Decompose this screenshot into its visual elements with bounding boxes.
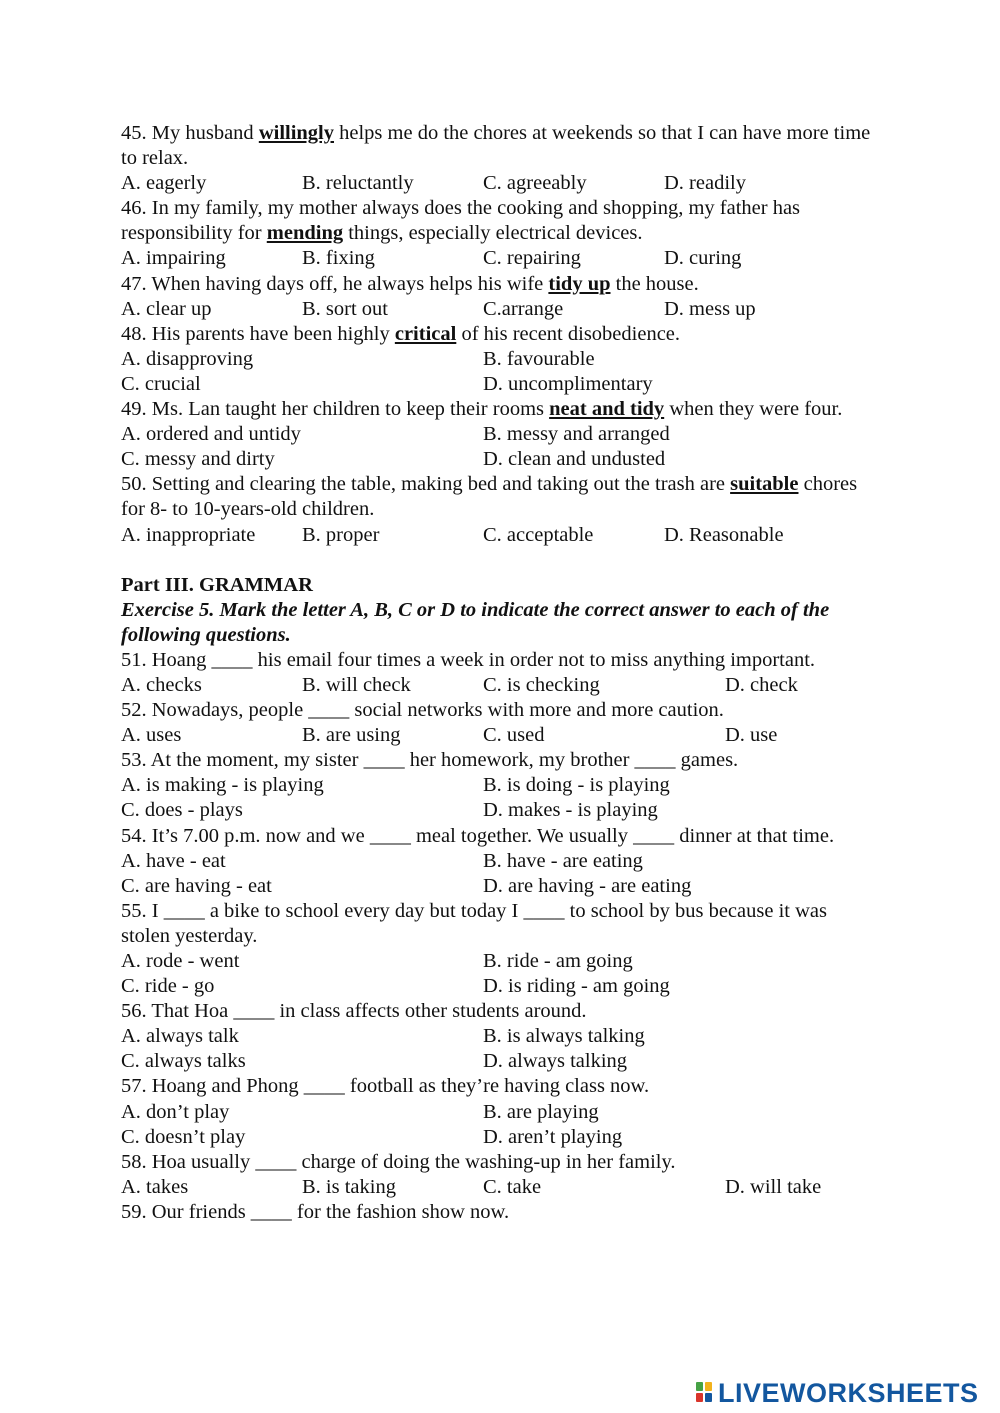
option-d[interactable]: D. readily (664, 172, 746, 195)
option-c[interactable]: C. doesn’t play (121, 1125, 246, 1148)
option-a[interactable]: A. inappropriate (121, 523, 256, 546)
options-row (121, 347, 881, 372)
part-title: Part III. GRAMMAR (121, 573, 313, 596)
question-46: 46. In my family, my mother always does the cooking and shopping, my father has responsibility for mending things, especially electrical devices. (121, 197, 801, 245)
option-c[interactable]: C. is checking (483, 673, 600, 696)
option-b[interactable]: B. is taking (302, 1175, 396, 1198)
options-row (121, 297, 881, 322)
worksheet-page (121, 121, 881, 1225)
liveworksheets-logo (696, 1378, 979, 1408)
options-row (121, 447, 881, 472)
option-d[interactable]: D. always talking (483, 1050, 628, 1073)
logo-mark-icon (696, 1382, 714, 1404)
option-a[interactable]: A. rode - went (121, 950, 240, 972)
option-a[interactable]: A. checks (121, 673, 202, 696)
options-row (121, 171, 881, 196)
question-54: 54. It’s 7.00 p.m. now and we ____ meal together. We usually ____ dinner at that time. (121, 824, 835, 847)
option-c[interactable]: C. repairing (483, 247, 581, 270)
question-47: 47. When having days off, he always helps his wife tidy up the house. (121, 272, 699, 295)
option-a[interactable]: A. takes (121, 1175, 189, 1198)
option-b[interactable]: B. favourable (483, 347, 595, 370)
question-48: 48. His parents have been highly critical of his recent disobedience. (121, 322, 681, 345)
option-c[interactable]: C. used (483, 724, 545, 747)
option-b[interactable]: B. messy and arranged (483, 423, 670, 446)
question-56: 56. That Hoa ____ in class affects other students around. (121, 1000, 587, 1023)
option-b[interactable]: B. is doing - is playing (483, 774, 670, 797)
option-b[interactable]: B. proper (302, 523, 380, 546)
key-word: willingly (258, 122, 334, 144)
option-b[interactable]: B. sort out (302, 297, 388, 320)
key-word: tidy up (548, 272, 611, 295)
option-d[interactable]: D. mess up (664, 297, 756, 320)
option-a[interactable]: A. impairing (121, 247, 226, 270)
exercise-title: Exercise 5. Mark the letter A, B, C or D to indicate the correct answer to each of the following questions. (121, 598, 830, 646)
option-c[interactable]: C. messy and dirty (121, 448, 275, 471)
option-a[interactable]: A. always talk (121, 1025, 239, 1048)
option-c[interactable]: C.arrange (483, 297, 564, 320)
options-row (121, 723, 881, 748)
options-row (121, 1175, 881, 1200)
option-d[interactable]: D. makes - is playing (483, 799, 658, 822)
option-d[interactable]: D. are having - are eating (483, 874, 692, 897)
key-word: neat and tidy (549, 398, 665, 421)
options-row (121, 1049, 881, 1074)
question-59: 59. Our friends ____ for the fashion show now. (121, 1200, 510, 1223)
options-row (121, 874, 881, 899)
option-b[interactable]: B. are using (302, 724, 401, 747)
option-b[interactable]: B. reluctantly (302, 172, 414, 195)
options-row (121, 798, 881, 823)
option-c[interactable]: C. does - plays (121, 799, 243, 822)
option-a[interactable]: A. eagerly (121, 172, 207, 195)
options-row (121, 974, 881, 999)
options-row (121, 1125, 881, 1150)
options-row (121, 246, 881, 271)
option-b[interactable]: B. fixing (302, 247, 375, 270)
question-52: 52. Nowadays, people ____ social networks with more and more caution. (121, 699, 724, 722)
key-word: suitable (730, 473, 799, 496)
options-row (121, 372, 881, 397)
options-row (121, 949, 881, 974)
option-a[interactable]: A. is making - is playing (121, 774, 324, 797)
option-b[interactable]: B. have - are eating (483, 849, 643, 872)
option-a[interactable]: A. don’t play (121, 1100, 230, 1123)
options-row (121, 422, 881, 447)
option-a[interactable]: A. ordered and untidy (121, 423, 301, 446)
option-c[interactable]: C. crucial (121, 372, 201, 395)
option-c[interactable]: C. ride - go (121, 975, 215, 998)
option-c[interactable]: C. always talks (121, 1050, 246, 1073)
question-53: 53. At the moment, my sister ____ her homework, my brother ____ games. (121, 749, 739, 772)
key-word: mending (266, 222, 344, 245)
option-b[interactable]: B. are playing (483, 1100, 599, 1123)
options-row (121, 673, 881, 698)
question-51: 51. Hoang ____ his email four times a week in order not to miss anything important. (121, 648, 816, 671)
option-a[interactable]: A. clear up (121, 297, 212, 320)
option-b[interactable]: B. is always talking (483, 1025, 645, 1048)
option-d[interactable]: D. use (725, 724, 778, 747)
options-row (121, 523, 881, 548)
option-b[interactable]: B. will check (302, 673, 411, 696)
option-d[interactable]: D. aren’t playing (483, 1125, 623, 1148)
option-c[interactable]: C. are having - eat (121, 874, 272, 897)
key-word: critical (394, 322, 457, 345)
options-row (121, 1024, 881, 1049)
question-49: 49. Ms. Lan taught her children to keep their rooms neat and tidy when they were four. (121, 398, 843, 421)
question-50: 50. Setting and clearing the table, making bed and taking out the trash are suitable chores for 8- to 10-years-old children. (121, 473, 858, 521)
option-d[interactable]: D. Reasonable (664, 523, 784, 546)
question-55: 55. I ____ a bike to school every day but today I ____ to school by bus because it was stolen yesterday. (121, 899, 827, 947)
option-d[interactable]: D. will take (725, 1175, 822, 1198)
logo-text: LIVEWORKSHEETS (718, 1377, 979, 1408)
option-d[interactable]: D. clean and undusted (483, 448, 666, 471)
option-a[interactable]: A. uses (121, 724, 182, 747)
options-row (121, 1100, 881, 1125)
option-d[interactable]: D. uncomplimentary (483, 372, 653, 395)
option-a[interactable]: A. have - eat (121, 849, 226, 872)
option-c[interactable]: C. take (483, 1175, 542, 1198)
option-d[interactable]: D. is riding - am going (483, 975, 670, 998)
question-57: 57. Hoang and Phong ____ football as they’re having class now. (121, 1075, 650, 1098)
options-row (121, 849, 881, 874)
options-row (121, 773, 881, 798)
option-d[interactable]: D. curing (664, 247, 742, 270)
question-45: 45. My husband willingly helps me do the chores at weekends so that I can have more time to relax. (121, 122, 871, 170)
question-58: 58. Hoa usually ____ charge of doing the washing-up in her family. (121, 1150, 676, 1173)
option-d[interactable]: D. check (725, 673, 798, 696)
option-c[interactable]: C. agreeably (483, 172, 587, 195)
option-c[interactable]: C. acceptable (483, 523, 594, 546)
option-a[interactable]: A. disapproving (121, 347, 254, 370)
option-b[interactable]: B. ride - am going (483, 950, 633, 972)
